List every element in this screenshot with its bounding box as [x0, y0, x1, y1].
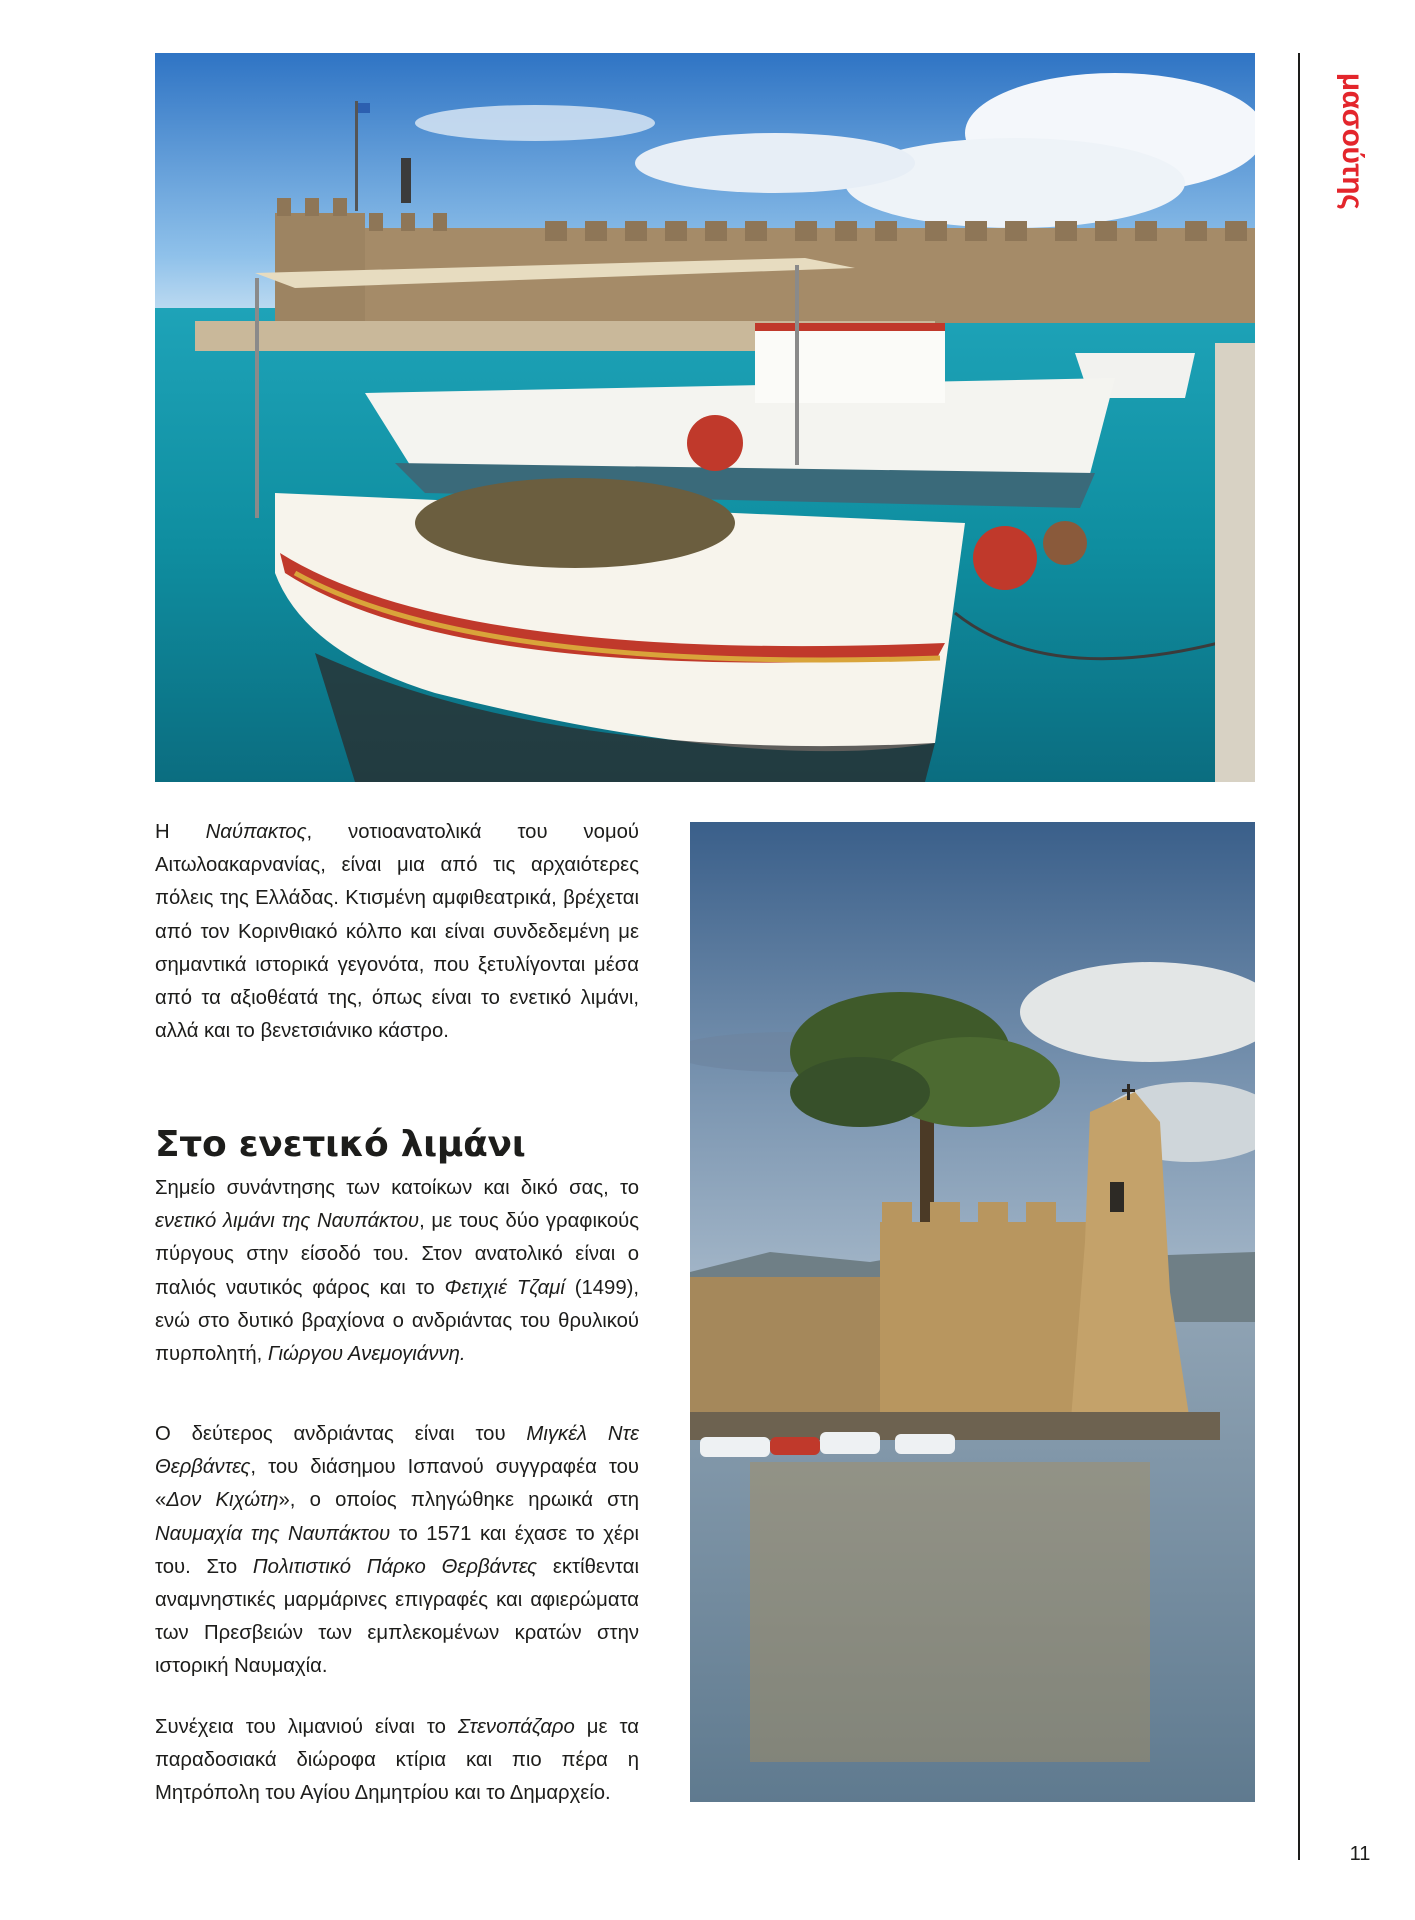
text-run: (1499), ενώ στο δυτικό βραχίονα ο ανδριάντας του θρυλικού πυρπολητή, — [155, 1276, 639, 1366]
text-run: το 1571 και έχασε το χέρι του. Στο — [155, 1522, 640, 1578]
italic-term: Φετιχιέ Τζαμί — [444, 1276, 565, 1299]
body-paragraph-block — [155, 1418, 639, 1684]
section-heading: Στο ενετικό λιμάνι — [155, 1124, 526, 1165]
italic-term: Μιγκέλ Ντε Θερβάντες — [155, 1423, 639, 1479]
italic-term: ενετικό λιμάνι της Ναυπάκτου — [155, 1210, 420, 1233]
text-run: Συνέχεια του λιμανιού είναι το — [155, 1716, 458, 1738]
brand-wordmark: μασούτης — [1336, 72, 1370, 209]
margin-rule — [1298, 53, 1300, 1860]
page-number: 11 — [1349, 1843, 1371, 1865]
text-run: εκτίθενται αναμνηστικές μαρμάρινες επιγραφές και αφιερώματα των Πρεσβειών των εμπλεκομένων κρατών στην ιστορική Ναυμαχία. — [155, 1555, 639, 1678]
text-run: , νοτιοανατολικά του νομού Αιτωλοακαρνανίας, είναι μια από τις αρχαιότερες πόλεις της Ελλάδας. Κτισμένη αμφιθεατρικά, βρέχεται από τον Κορινθιακό κόλπο και είναι συνδεδεμένη με σημαντικά ιστορικά γεγονότα, που ξετυλίγονται μέσα από τα αξιοθέατά της, όπως είναι το ενετικό λιμάνι, αλλά και το βενετσιάνικο κάστρο. — [155, 821, 640, 1043]
text-run: », ο οποίος πληγώθηκε ηρωικά στη — [278, 1489, 639, 1512]
italic-term: Γιώργου Ανεμογιάννη. — [267, 1343, 466, 1366]
italic-term: Ναύπακτος — [205, 821, 307, 843]
text-run: Σημείο συνάντησης των κατοίκων και δικό σας, το — [155, 1177, 639, 1199]
italic-term: Πολιτιστικό Πάρκο Θερβάντες — [252, 1555, 538, 1578]
body-paragraph-block — [155, 1711, 639, 1811]
body-paragraph — [155, 1711, 639, 1811]
italic-term: Ναυμαχία της Ναυπάκτου — [155, 1522, 391, 1545]
text-run: Ο δεύτερος ανδριάντας είναι του — [155, 1423, 527, 1445]
body-paragraph — [155, 1418, 639, 1684]
body-paragraph-block — [155, 1172, 639, 1371]
body-paragraph — [155, 1172, 639, 1371]
italic-term: Δον Κιχώτη — [166, 1489, 279, 1512]
text-run: , με τους δύο γραφικούς πύργους στην είσοδό του. Στον ανατολικό είναι ο παλιός ναυτικός φάρος και το — [155, 1210, 639, 1299]
intro-paragraph-block — [155, 816, 639, 1048]
text-run: , του διάσημου Ισπανού συγγραφέα του « — [155, 1456, 639, 1512]
harbor-boats-photo — [155, 53, 1255, 782]
italic-term: Στενοπάζαρο — [457, 1716, 575, 1738]
intro-paragraph — [155, 816, 639, 1048]
text-run: Η — [155, 821, 206, 843]
text-run: με τα παραδοσιακά διώροφα κτίρια και πιο πέρα η Μητρόπολη του Αγίου Δημητρίου και το Δημαρχείο. — [155, 1716, 639, 1805]
brand-logo — [1336, 53, 1368, 228]
castle-tower-photo — [690, 822, 1255, 1802]
